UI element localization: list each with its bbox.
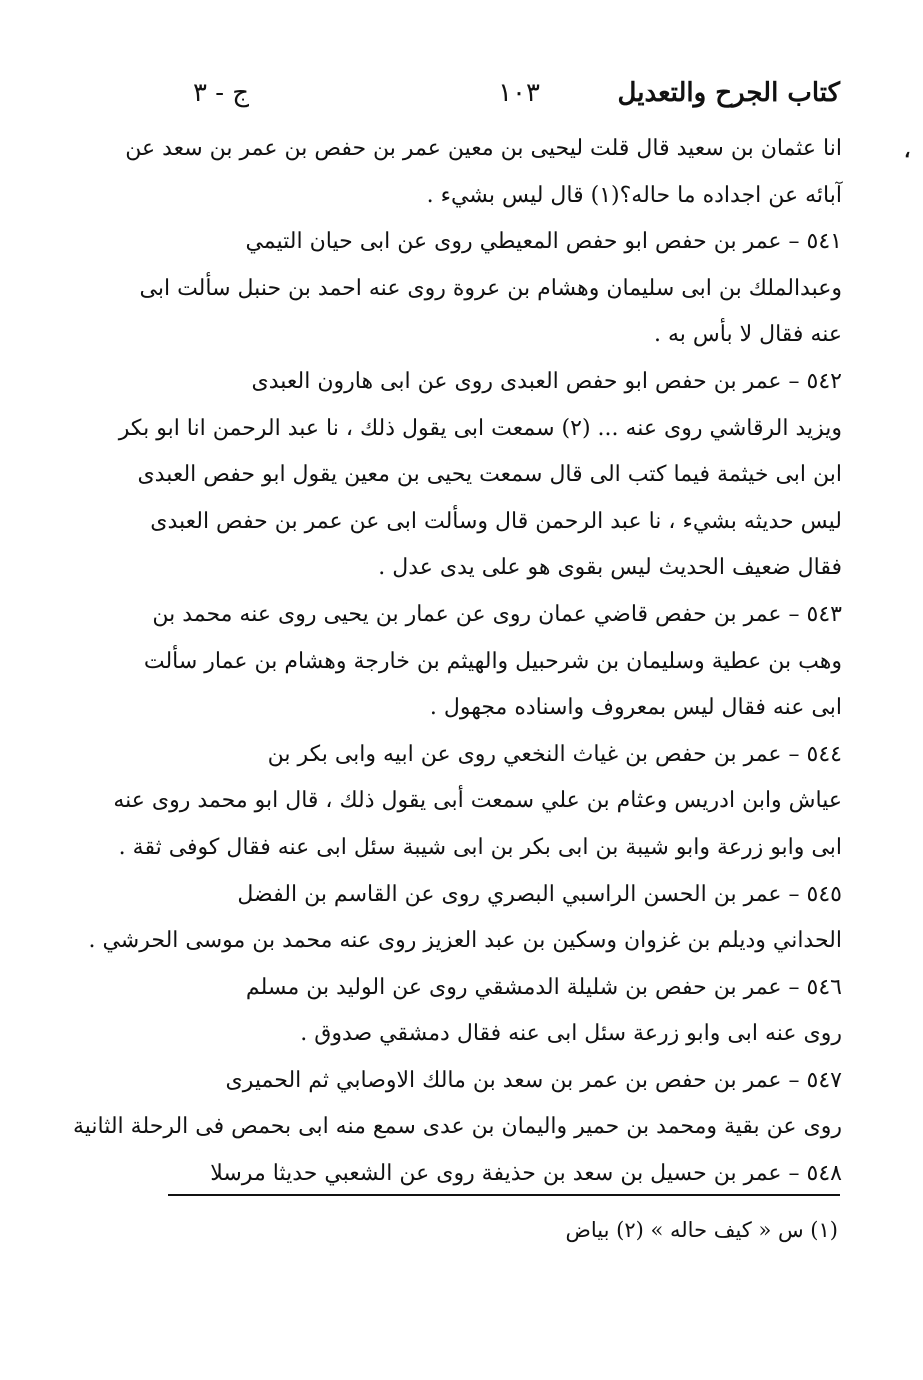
text-line: ابى عنه فقال ليس بمعروف واسناده مجهول . <box>429 695 842 721</box>
entry-542-line: ٥٤٢ – عمر بن حفص ابو حفص العبدى روى عن ابى هارون العبدى <box>251 368 842 394</box>
volume-label: ج - ٣ <box>193 78 250 108</box>
entry-544-line: ٥٤٤ – عمر بن حفص بن غياث النخعي روى عن ابيه وابى بكر بن <box>267 741 842 767</box>
text-line: ليس حديثه بشيء ، نا عبد الرحمن قال وسألت ابى عن عمر بن حفص العبدى <box>150 508 842 534</box>
entry-545-line: ٥٤٥ – عمر بن الحسن الراسبي البصري روى عن القاسم بن الفضل <box>237 881 842 907</box>
entry-541-line: ٥٤١ – عمر بن حفص ابو حفص المعيطي روى عن ابى حيان التيمي <box>245 229 842 255</box>
text-line: عنه فقال لا بأس به . <box>654 322 842 348</box>
text-line: روى عنه ابى وابو زرعة سئل ابى عنه فقال دمشقي صدوق . <box>300 1021 842 1047</box>
text-line: الحداني ودیلم بن غزوان وسكين بن عبد العزيز روى عنه محمد بن موسى الحرشي . <box>88 928 842 954</box>
footnote-divider <box>168 1194 840 1196</box>
text-line: ابى وابو زرعة وابو شيبة بن ابى بكر بن ابى شيبة سئل ابى عنه فقال كوفى ثقة . <box>118 834 842 860</box>
text-line: ويزيد الرقاشي روى عنه ... (٢) سمعت ابى يقول ذلك ، نا عبد الرحمن انا ابو بكر <box>118 415 842 441</box>
entry-547-line: ٥٤٧ – عمر بن حفص بن عمر بن سعد بن مالك الاوصابي ثم الحميرى <box>225 1067 842 1093</box>
entry-543-line: ٥٤٣ – عمر بن حفص قاضي عمان روى عن عمار بن يحيى روى عنه محمد بن <box>152 601 842 627</box>
page-number: ١٠٣ <box>498 78 540 108</box>
text-line: روى عن بقية ومحمد بن حمير واليمان بن عدى سمع منه ابى بحمص فى الرحلة الثانية <box>72 1114 842 1140</box>
text-line: ابن ابى خيثمة فيما كتب الى قال سمعت يحيى بن معين يقول ابو حفص العبدى <box>137 462 842 488</box>
text-line: آبائه عن اجداده ما حاله؟(١) قال ليس بشيء . <box>426 182 842 208</box>
footnote: (١) س « كيف حاله » (٢) بياض <box>565 1218 838 1242</box>
page-header <box>175 78 840 122</box>
entry-546-line: ٥٤٦ – عمر بن حفص بن شليلة الدمشقي روى عن الوليد بن مسلم <box>245 974 842 1000</box>
text-line: وعبدالملك بن ابى سليمان وهشام بن عروة روى عنه احمد بن حنبل سألت ابى <box>139 275 842 301</box>
text-line: انا عثمان بن سعيد قال قلت ليحيى بن معين عمر بن حفص بن عمر بن سعد عن <box>125 136 842 161</box>
book-title: كتاب الجرح والتعديل <box>617 78 840 108</box>
text-line: فقال ضعيف الحديث ليس بقوى هو على يدى عدل . <box>378 555 842 581</box>
entry-548-line: ٥٤٨ – عمر بن حسيل بن سعد بن حذيفة روى عن الشعبي حديثا مرسلا <box>210 1161 842 1187</box>
body-text <box>72 126 842 1198</box>
text-line: وهب بن عطية وسليمان بن شرحبيل والهيثم بن خارجة وهشام بن عمار سألت <box>143 648 842 674</box>
margin-mark: ، <box>904 138 911 162</box>
text-line: عياش وابن ادريس وعثام بن علي سمعت أبى يقول ذلك ، قال ابو محمد روى عنه <box>113 788 842 814</box>
